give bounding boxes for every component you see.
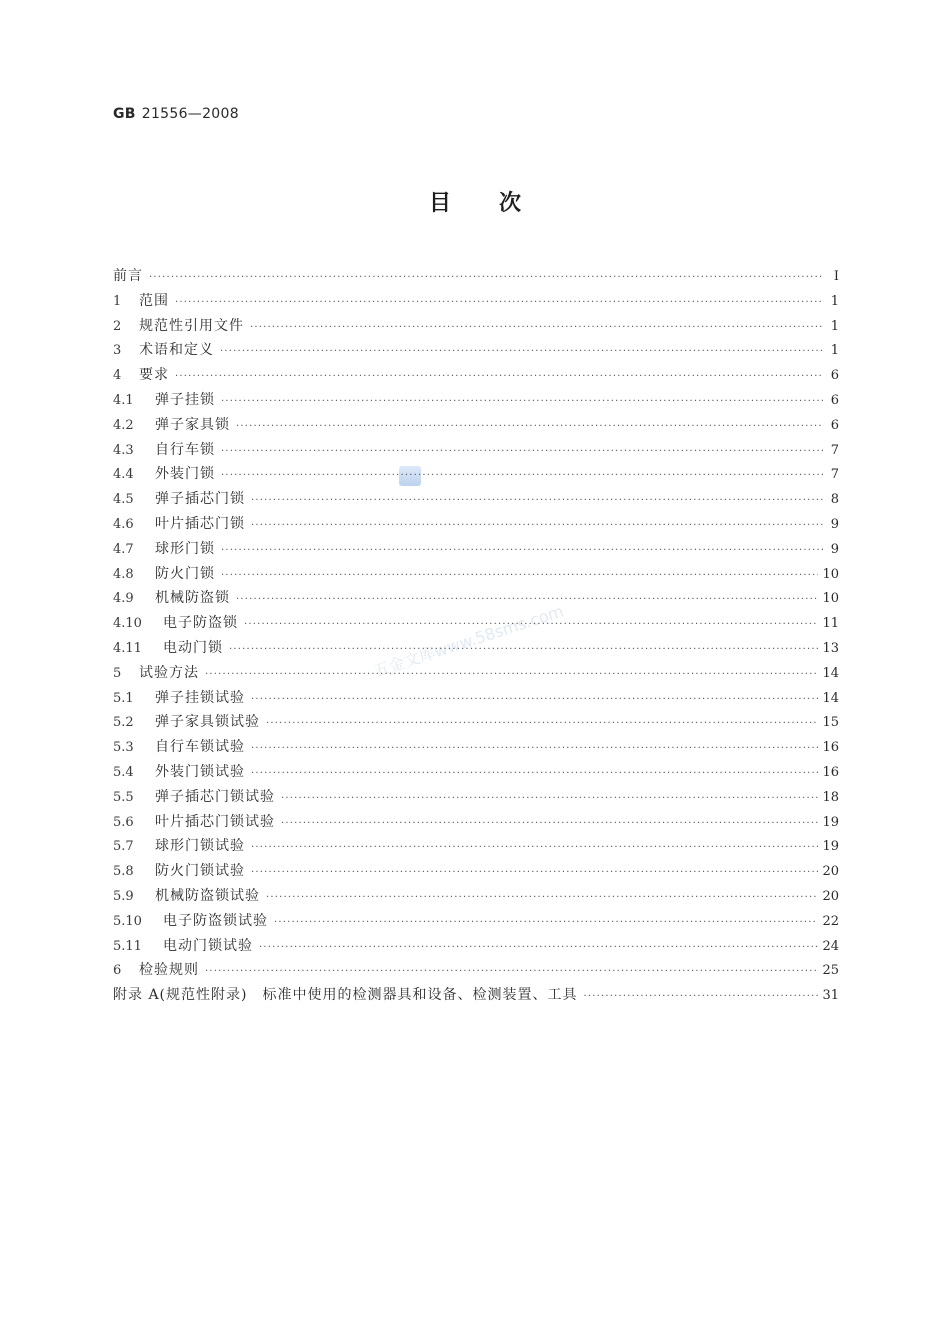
toc-entry-title: 检验规则 [139, 962, 199, 979]
toc-entry[interactable] [113, 512, 839, 537]
toc-entry-page: 6 [830, 417, 839, 433]
toc-entry-number: 5.6 [113, 814, 134, 830]
toc-entry[interactable] [113, 611, 839, 636]
toc-entry-number: 4.7 [113, 541, 134, 557]
toc-leader-dots [259, 936, 818, 961]
toc-leader-dots [251, 489, 823, 514]
toc-leader-dots [205, 960, 818, 985]
toc-entry-number: 5.2 [113, 715, 134, 731]
table-of-contents [113, 264, 839, 1008]
toc-leader-dots [221, 390, 823, 415]
toc-leader-dots [251, 514, 823, 539]
toc-entry-title: 外装门锁 [155, 466, 215, 483]
toc-entry-page: 18 [822, 789, 839, 805]
toc-entry-number: 2 [113, 318, 122, 334]
toc-entry-page: 22 [822, 913, 839, 929]
toc-entry-page: I [833, 269, 839, 284]
toc-entry-number: 6 [113, 963, 122, 979]
toc-entry-title: 电动门锁试验 [163, 937, 253, 954]
standard-code [113, 106, 239, 122]
toc-leader-dots [281, 812, 818, 837]
toc-entry-number: 4.11 [113, 640, 142, 656]
toc-entry-number: 3 [113, 343, 122, 359]
standard-number: 21556—2008 [141, 106, 239, 122]
toc-entry-page: 25 [822, 963, 839, 979]
toc-leader-dots [221, 464, 823, 489]
toc-entry-number: 1 [113, 293, 122, 309]
toc-entry-title: 机械防盗锁 [155, 590, 230, 607]
watermark: 五金文库www.58sms.com [370, 601, 566, 681]
toc-entry-page: 6 [830, 368, 839, 384]
toc-entry-page: 19 [822, 814, 839, 830]
toc-entry-title: 弹子挂锁 [155, 391, 215, 408]
toc-entry[interactable] [113, 760, 839, 785]
toc-entry-number: 5.9 [113, 888, 134, 904]
toc-entry[interactable] [113, 487, 839, 512]
toc-entry-number: 5.5 [113, 789, 134, 805]
toc-leader-dots [149, 266, 823, 291]
toc-entry-number: 4.5 [113, 492, 134, 508]
toc-entry-title: 电动门锁 [163, 639, 223, 656]
toc-entry-page: 14 [822, 690, 839, 706]
toc-entry[interactable] [113, 462, 839, 487]
toc-leader-dots [236, 415, 823, 440]
toc-leader-dots [236, 588, 818, 613]
toc-entry-number: 4.6 [113, 516, 134, 532]
toc-entry-title: 叶片插芯门锁 [155, 515, 245, 532]
toc-entry[interactable] [113, 934, 839, 959]
toc-entry[interactable] [113, 537, 839, 562]
toc-entry-number: 5.8 [113, 864, 134, 880]
toc-entry[interactable] [113, 413, 839, 438]
toc-entry-title: 范围 [139, 292, 169, 309]
toc-entry-page: 11 [822, 616, 839, 632]
toc-leader-dots [281, 787, 818, 812]
toc-entry-number: 5.3 [113, 740, 134, 756]
toc-entry-title: 自行车锁试验 [155, 739, 245, 756]
toc-entry[interactable] [113, 983, 839, 1008]
toc-entry-title: 防火门锁 [155, 565, 215, 582]
toc-entry[interactable] [113, 363, 839, 388]
toc-entry-number: 4.9 [113, 591, 134, 607]
toc-entry-title: 防火门锁试验 [155, 863, 245, 880]
toc-entry-title: 机械防盗锁试验 [155, 887, 260, 904]
page-title [0, 186, 950, 217]
toc-entry-title: 弹子家具锁试验 [155, 714, 260, 731]
toc-leader-dots [221, 539, 823, 564]
toc-entry-number: 5.11 [113, 938, 142, 954]
toc-entry-page: 1 [830, 343, 839, 359]
toc-entry[interactable] [113, 289, 839, 314]
toc-leader-dots [266, 886, 818, 911]
toc-entry[interactable] [113, 884, 839, 909]
toc-entry-title: 附录 A(规范性附录) 标准中使用的检测器具和设备、检测装置、工具 [113, 987, 578, 1004]
toc-entry-page: 9 [830, 516, 839, 532]
toc-entry[interactable] [113, 264, 839, 289]
toc-entry-number: 4.1 [113, 392, 134, 408]
toc-leader-dots [220, 340, 823, 365]
toc-leader-dots [251, 688, 818, 713]
toc-entry[interactable] [113, 338, 839, 363]
toc-entry[interactable] [113, 686, 839, 711]
toc-entry-title: 试验方法 [139, 664, 199, 681]
toc-leader-dots [221, 564, 818, 589]
toc-entry-number: 4.8 [113, 566, 134, 582]
toc-entry-number: 5.7 [113, 839, 134, 855]
toc-entry-page: 8 [830, 492, 839, 508]
toc-entry-page: 15 [822, 715, 839, 731]
toc-entry-title: 弹子挂锁试验 [155, 689, 245, 706]
toc-entry-page: 16 [822, 740, 839, 756]
toc-entry-page: 1 [830, 293, 839, 309]
toc-leader-dots [274, 911, 818, 936]
toc-entry-title: 外装门锁试验 [155, 763, 245, 780]
toc-entry[interactable] [113, 810, 839, 835]
toc-entry-title: 弹子插芯门锁试验 [155, 788, 275, 805]
toc-entry-title: 弹子家具锁 [155, 416, 230, 433]
toc-entry[interactable] [113, 958, 839, 983]
toc-leader-dots [251, 762, 818, 787]
toc-entry-title: 要求 [139, 367, 169, 384]
toc-entry[interactable] [113, 562, 839, 587]
toc-leader-dots [251, 861, 818, 886]
toc-entry-page: 16 [822, 764, 839, 780]
toc-entry[interactable] [113, 314, 839, 339]
toc-entry-page: 10 [822, 591, 839, 607]
toc-entry-title: 球形门锁试验 [155, 838, 245, 855]
toc-leader-dots [266, 712, 818, 737]
toc-leader-dots [229, 638, 818, 663]
toc-entry-page: 31 [822, 988, 839, 1004]
toc-entry[interactable] [113, 834, 839, 859]
toc-entry-page: 1 [830, 318, 839, 334]
toc-entry[interactable] [113, 661, 839, 686]
toc-entry-page: 7 [830, 467, 839, 483]
toc-entry[interactable] [113, 438, 839, 463]
toc-entry-title: 自行车锁 [155, 441, 215, 458]
toc-leader-dots [221, 440, 823, 465]
toc-leader-dots [244, 613, 818, 638]
toc-entry-page: 9 [830, 541, 839, 557]
toc-entry-number: 4.3 [113, 442, 134, 458]
toc-leader-dots [205, 663, 818, 688]
toc-entry-number: 5.1 [113, 690, 134, 706]
toc-entry[interactable] [113, 785, 839, 810]
toc-entry-page: 19 [822, 839, 839, 855]
toc-entry-page: 24 [822, 938, 839, 954]
toc-entry-number: 5.4 [113, 764, 134, 780]
toc-entry-page: 10 [822, 566, 839, 582]
toc-entry-page: 20 [822, 888, 839, 904]
toc-leader-dots [251, 737, 818, 762]
toc-entry-title: 叶片插芯门锁试验 [155, 813, 275, 830]
toc-entry[interactable] [113, 388, 839, 413]
toc-entry-page: 20 [822, 864, 839, 880]
toc-entry[interactable] [113, 636, 839, 661]
toc-entry-number: 4.4 [113, 467, 134, 483]
toc-leader-dots [175, 365, 823, 390]
toc-entry-number: 4.10 [113, 616, 142, 632]
toc-entry-page: 6 [830, 392, 839, 408]
toc-leader-dots [583, 985, 818, 1010]
toc-leader-dots [251, 836, 818, 861]
toc-entry-number: 5.10 [113, 913, 142, 929]
standard-prefix: GB [113, 106, 136, 122]
toc-entry[interactable] [113, 909, 839, 934]
toc-entry-number: 4.2 [113, 417, 134, 433]
toc-entry-page: 7 [830, 442, 839, 458]
toc-entry[interactable] [113, 710, 839, 735]
toc-entry[interactable] [113, 735, 839, 760]
toc-entry-title: 电子防盗锁试验 [163, 912, 268, 929]
toc-entry-page: 13 [822, 640, 839, 656]
toc-entry[interactable] [113, 586, 839, 611]
toc-entry-title: 规范性引用文件 [139, 317, 244, 334]
toc-entry-title: 弹子插芯门锁 [155, 491, 245, 508]
title-char-1: 目 [428, 191, 451, 216]
toc-leader-dots [250, 316, 823, 341]
toc-entry-page: 14 [822, 665, 839, 681]
toc-entry[interactable] [113, 859, 839, 884]
toc-entry-title: 前言 [113, 268, 143, 284]
toc-entry-title: 术语和定义 [139, 342, 214, 359]
toc-entry-title: 电子防盗锁 [163, 615, 238, 632]
title-char-2: 次 [499, 191, 522, 216]
toc-leader-dots [175, 291, 823, 316]
toc-entry-number: 5 [113, 665, 122, 681]
toc-entry-number: 4 [113, 368, 122, 384]
toc-entry-title: 球形门锁 [155, 540, 215, 557]
